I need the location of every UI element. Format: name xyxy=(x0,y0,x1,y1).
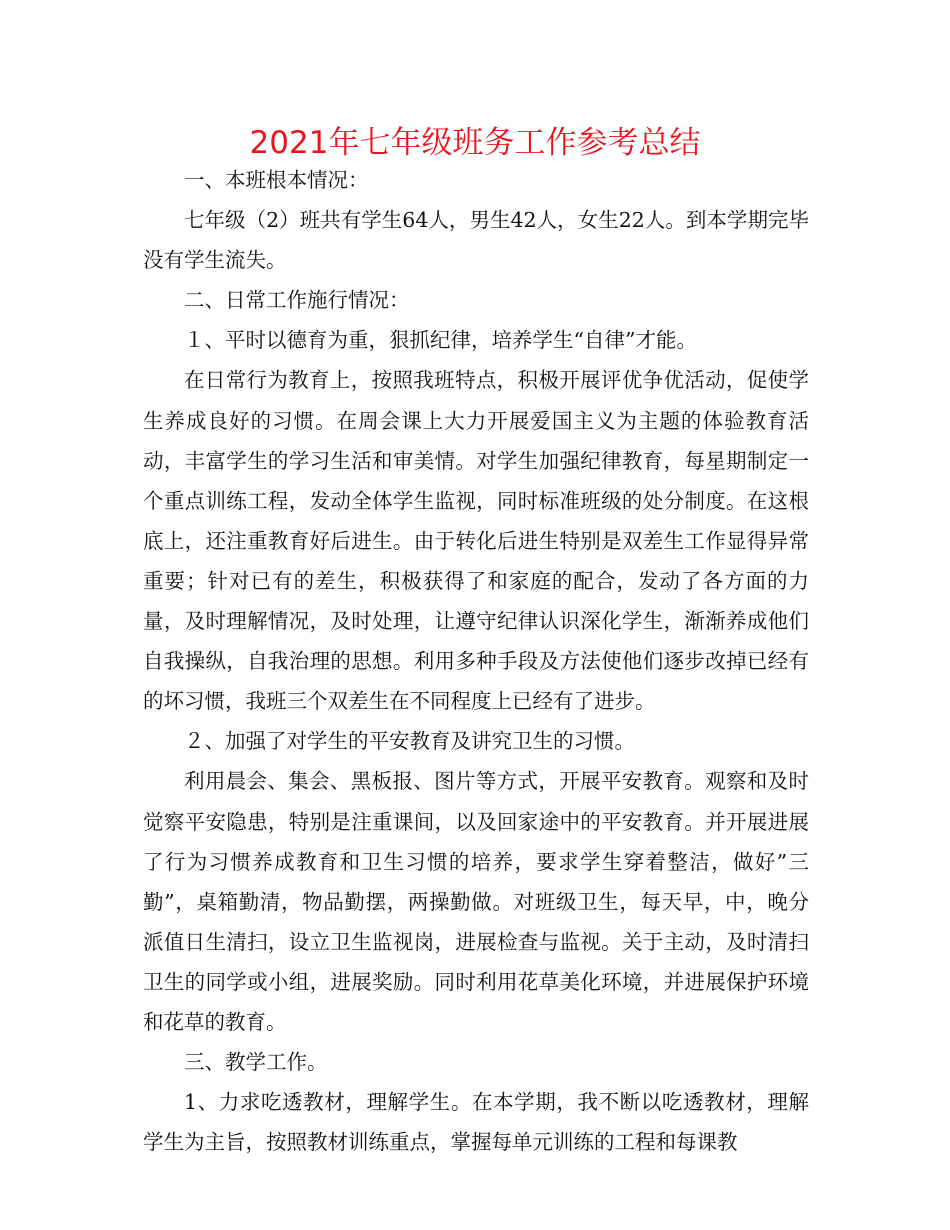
paragraph: 在日常行为教育上，按照我班特点，积极开展评优争优活动，促使学生养成良好的习惯。在周会课上大力开展爱国主义为主题的体验教育活动，丰富学生的学习生活和审美情。对学生加强纪律教育，每星期制定一个重点训练工程，发动全体学生监视，同时标准班级的处分制度。在这根底上，还注重教育好后进生。由于转化后进生特别是双差生工作显得异常重要；针对已有的差生，积极获得了和家庭的配合，发动了各方面的力量，及时理解情况，及时处理，让遵守纪律认识深化学生，渐渐养成他们自我操纵，自我治理的思想。利用多种手段及方法使他们逐步改掉已经有的坏习惯，我班三个双差生在不同程度上已经有了进步。 xyxy=(143,368,809,714)
section-heading: 二、日常工作施行情况： xyxy=(184,288,410,313)
section-heading: 一、本班根本情况： xyxy=(184,168,369,192)
subsection-heading: １、平时以德育为重，狠抓纪律，培养学生“自律”才能。 xyxy=(184,328,697,353)
paragraph: 1、力求吃透教材，理解学生。在本学期，我不断以吃透教材，理解学生为主旨，按照教材训练重点，掌握每单元训练的工程和每课教 xyxy=(143,1090,809,1155)
document-body xyxy=(143,160,809,1162)
paragraph: 利用晨会、集会、黑板报、图片等方式，开展平安教育。观察和及时觉察平安隐患，特别是注重课间，以及回家途中的平安教育。并开展进展了行为习惯养成教育和卫生习惯的培养，要求学生穿着整洁，做好”三勤”，桌箱勤清，物品勤摆，两操勤做。对班级卫生，每天早，中，晚分派值日生清扫，设立卫生监视岗，进展检查与监视。关于主动，及时清扫卫生的同学或小组，进展奖励。同时利用花草美化环境，并进展保护环境和花草的教育。 xyxy=(143,769,809,1034)
subsection-heading: ２、加强了对学生的平安教育及讲究卫生的习惯。 xyxy=(184,729,635,754)
section-heading: 三、教学工作。 xyxy=(184,1050,328,1075)
document-title: 2021年七年级班务工作参考总结 xyxy=(249,125,701,161)
paragraph: 七年级（2）班共有学生64人，男生42人，女生22人。到本学期完毕没有学生流失。 xyxy=(143,208,809,273)
